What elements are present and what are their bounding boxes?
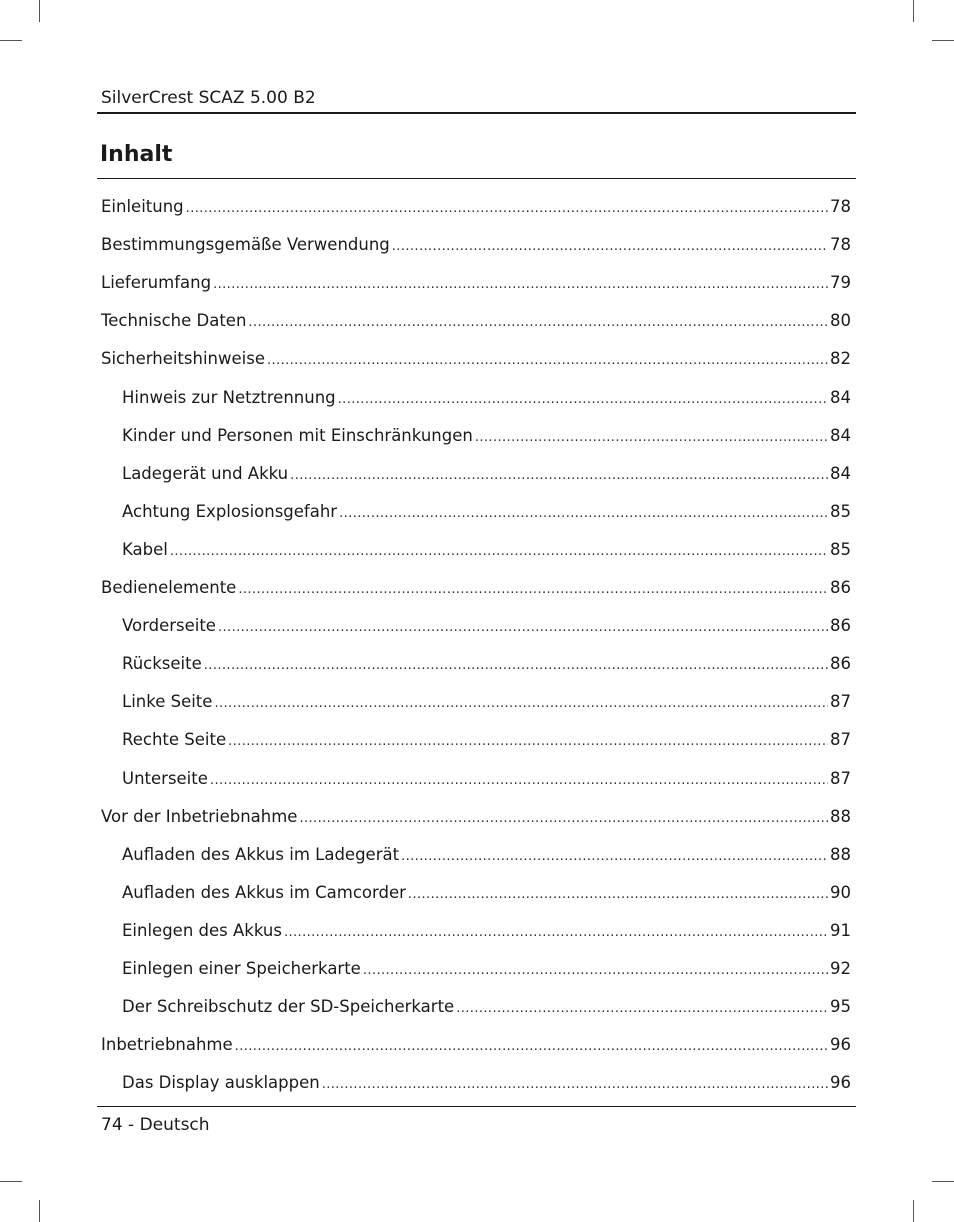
toc-entry-title: Einlegen einer Speicherkarte (122, 959, 361, 978)
toc-entry[interactable] (101, 309, 851, 333)
toc-entry[interactable] (122, 538, 851, 562)
toc-dot-leader (338, 388, 828, 410)
running-header: SilverCrest SCAZ 5.00 B2 (101, 88, 316, 108)
toc-dot-leader (238, 578, 828, 600)
toc-dot-leader (248, 311, 828, 333)
toc-entry-page: 85 (830, 540, 851, 559)
footer-rule (97, 1106, 856, 1107)
toc-entry[interactable] (101, 576, 851, 600)
toc-entry[interactable] (101, 347, 851, 371)
toc-dot-leader (210, 769, 828, 791)
toc-dot-leader (339, 502, 828, 524)
toc-entry-page: 80 (830, 311, 851, 330)
toc-entry-page: 87 (830, 692, 851, 711)
page-number-footer: 74 - Deutsch (101, 1115, 210, 1135)
toc-entry-page: 96 (830, 1035, 851, 1054)
toc-entry-title: Aufladen des Akkus im Camcorder (122, 883, 406, 902)
toc-dot-leader (284, 921, 828, 943)
toc-entry-title: Hinweis zur Netztrennung (122, 388, 336, 407)
toc-dot-leader (456, 997, 828, 1019)
toc-entry-page: 86 (830, 578, 851, 597)
toc-entry-page: 87 (830, 769, 851, 788)
toc-entry[interactable] (122, 919, 851, 943)
toc-entry[interactable] (122, 386, 851, 410)
toc-entry-title: Bedienelemente (101, 578, 237, 597)
toc-entry-page: 86 (830, 616, 851, 635)
toc-dot-leader (322, 1073, 828, 1095)
toc-entry-page: 86 (830, 654, 851, 673)
toc-entry-title: Achtung Explosionsgefahr (122, 502, 338, 521)
toc-entry-title: Inbetriebnahme (101, 1035, 233, 1054)
toc-entry-page: 79 (830, 273, 851, 292)
toc-entry-title: Aufladen des Akkus im Ladegerät (122, 845, 400, 864)
toc-entry-title: Bestimmungsgemäße Verwendung (101, 235, 390, 254)
toc-dot-leader (408, 883, 828, 905)
toc-dot-leader (392, 235, 828, 257)
toc-entry-title: Das Display ausklappen (122, 1073, 320, 1092)
crop-mark-bottom-left (39, 1200, 40, 1222)
toc-entry-title: Kinder und Personen mit Einschränkungen (122, 426, 473, 445)
toc-entry-page: 87 (830, 730, 851, 749)
toc-entry-title: Vor der Inbetriebnahme (101, 807, 298, 826)
toc-entry[interactable] (101, 271, 851, 295)
toc-dot-leader (186, 197, 828, 219)
toc-dot-leader (235, 1035, 828, 1057)
toc-dot-leader (299, 807, 828, 829)
toc-entry-page: 88 (830, 807, 851, 826)
toc-entry[interactable] (101, 233, 851, 257)
toc-entry[interactable] (122, 424, 851, 448)
toc-entry[interactable] (122, 652, 851, 676)
toc-entry-page: 82 (830, 349, 851, 368)
toc-dot-leader (204, 654, 828, 676)
toc-dot-leader (214, 692, 828, 714)
toc-entry[interactable] (122, 462, 851, 486)
toc-entry-title: Rückseite (122, 654, 202, 673)
toc-entry-title: Technische Daten (101, 311, 247, 330)
toc-entry[interactable] (122, 957, 851, 981)
toc-dot-leader (267, 349, 828, 371)
crop-mark-bottom-left-h (0, 1181, 22, 1182)
toc-entry-page: 96 (830, 1073, 851, 1092)
toc-entry[interactable] (122, 1071, 851, 1095)
toc-entry[interactable] (122, 500, 851, 524)
toc-entry-page: 84 (830, 426, 851, 445)
toc-entry-page: 90 (830, 883, 851, 902)
crop-mark-bottom-right-h (932, 1181, 954, 1182)
toc-dot-leader (290, 464, 828, 486)
toc-entry-page: 88 (830, 845, 851, 864)
toc-entry[interactable] (122, 728, 851, 752)
toc-entry-page: 92 (830, 959, 851, 978)
toc-entry-page: 95 (830, 997, 851, 1016)
toc-entry-title: Ladegerät und Akku (122, 464, 289, 483)
toc-dot-leader (401, 845, 828, 867)
toc-entry[interactable] (122, 614, 851, 638)
toc-entry[interactable] (122, 881, 851, 905)
toc-entry[interactable] (122, 843, 851, 867)
toc-entry-title: Linke Seite (122, 692, 213, 711)
toc-entry-title: Unterseite (122, 769, 208, 788)
toc-entry-title: Einleitung (101, 197, 184, 216)
toc-entry-title: Vorderseite (122, 616, 216, 635)
toc-dot-leader (363, 959, 828, 981)
toc-dot-leader (228, 730, 828, 752)
toc-entry-page: 78 (830, 197, 851, 216)
toc-entry[interactable] (101, 1033, 851, 1057)
toc-entry[interactable] (122, 690, 851, 714)
toc-entry-page: 85 (830, 502, 851, 521)
toc-entry-page: 84 (830, 388, 851, 407)
toc-entry-title: Kabel (122, 540, 168, 559)
toc-entry-title: Der Schreibschutz der SD-Speicherkarte (122, 997, 455, 1016)
toc-dot-leader (170, 540, 828, 562)
toc-dot-leader (213, 273, 828, 295)
page-title: Inhalt (100, 142, 173, 167)
toc-dot-leader (475, 426, 828, 448)
toc-dot-leader (218, 616, 828, 638)
toc-entry-title: Einlegen des Akkus (122, 921, 282, 940)
toc-entry[interactable] (101, 195, 851, 219)
toc-entry-title: Sicherheitshinweise (101, 349, 265, 368)
toc-entry[interactable] (122, 767, 851, 791)
toc-entry-page: 78 (830, 235, 851, 254)
toc-entry-page: 91 (830, 921, 851, 940)
toc-entry-page: 84 (830, 464, 851, 483)
toc-entry-title: Rechte Seite (122, 730, 227, 749)
crop-mark-bottom-right (913, 1200, 914, 1222)
toc-entry[interactable] (122, 995, 851, 1019)
toc-entry-title: Lieferumfang (101, 273, 212, 292)
toc-entry[interactable] (101, 805, 851, 829)
